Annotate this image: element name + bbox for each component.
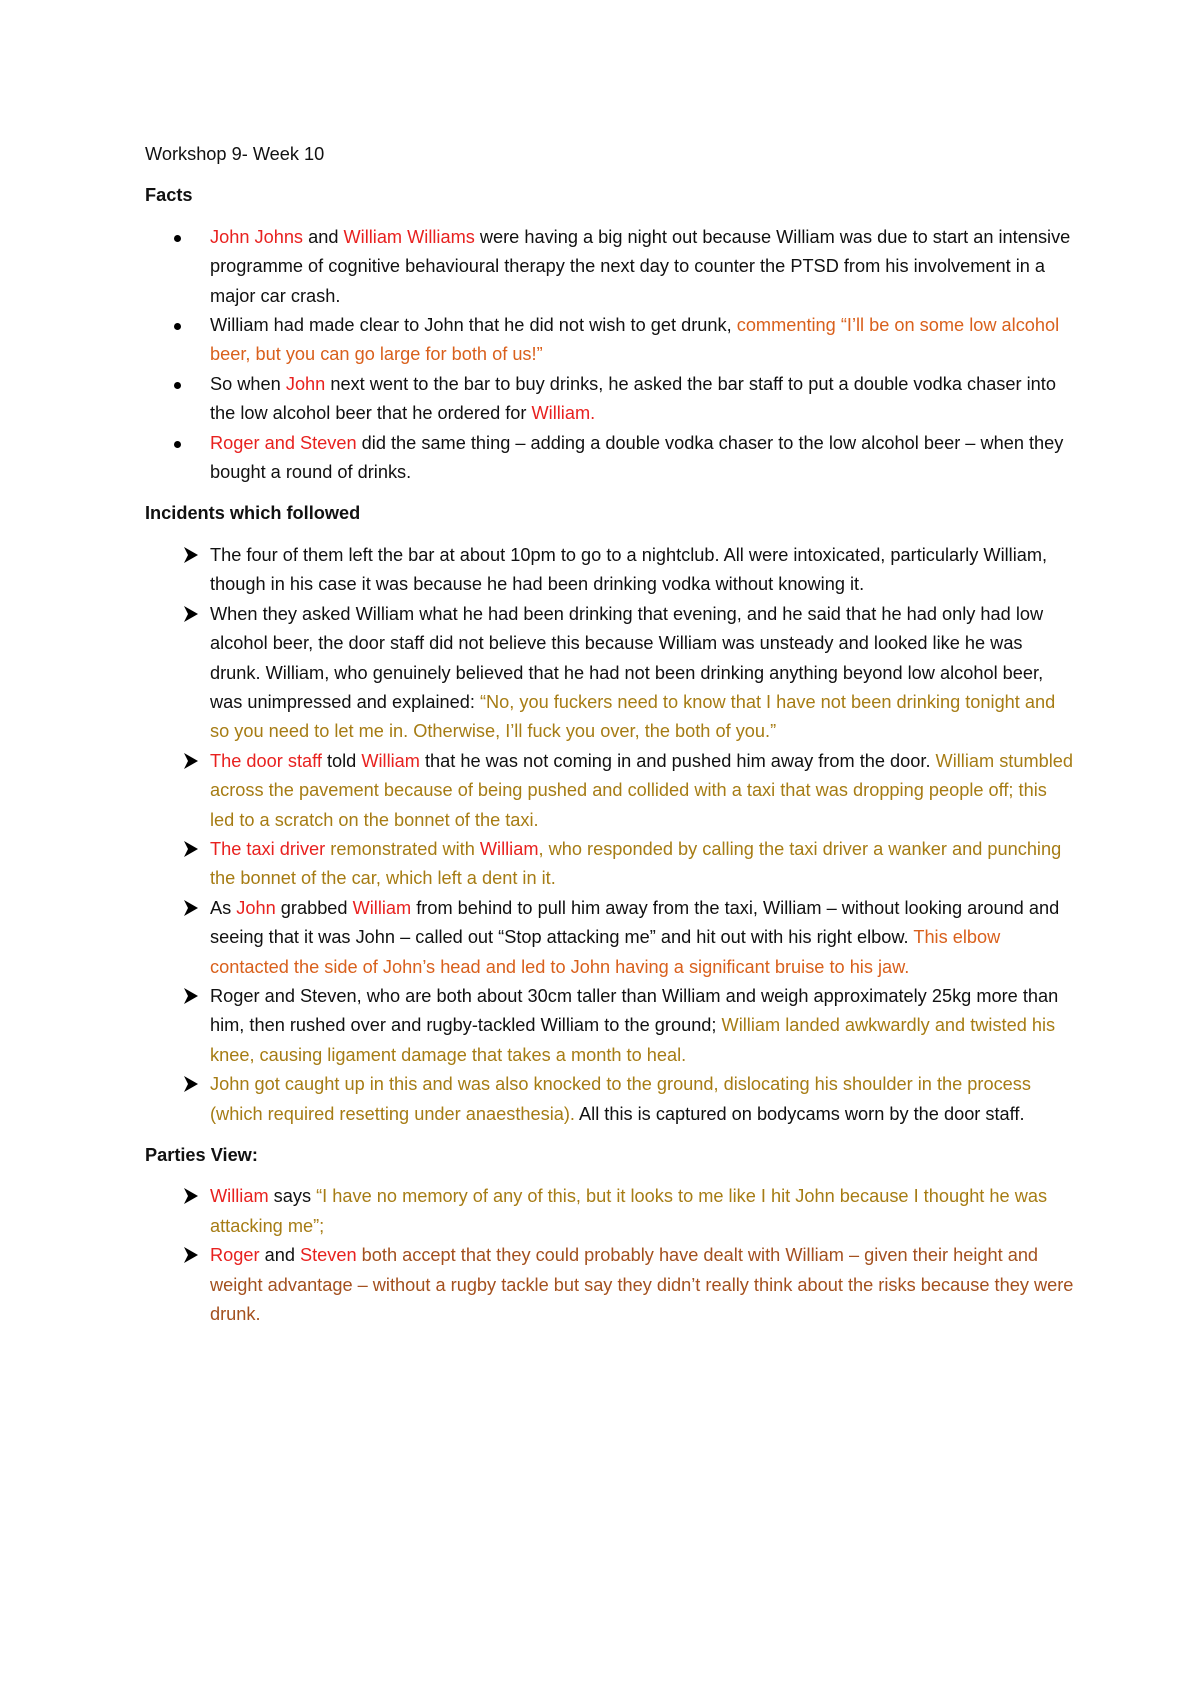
text-run: William — [479, 838, 539, 859]
text-run: did the same thing – adding a double vodka chaser to the low alcohol beer – when they bought a round of drinks. — [210, 432, 1064, 483]
text-run: grabbed — [275, 897, 353, 918]
text-run: William — [210, 1186, 269, 1207]
incidents-item — [145, 541, 1075, 600]
text-run: John — [236, 897, 276, 918]
text-run: The taxi driver — [210, 838, 326, 859]
text-run: William — [352, 897, 412, 918]
arrowhead-bullet-icon — [183, 1187, 199, 1205]
text-run: Steven — [300, 1245, 357, 1266]
text-run: and — [303, 226, 344, 247]
text-run: As — [210, 897, 237, 918]
document-page — [145, 140, 1075, 1341]
text-run: told — [321, 750, 362, 771]
arrowhead-bullet-icon — [183, 546, 199, 564]
facts-heading: Facts — [145, 185, 193, 206]
facts-item — [145, 370, 1075, 429]
facts-item — [145, 429, 1075, 488]
text-run: William had made clear to John that he did not wish to get drunk, — [210, 315, 737, 336]
text-run: William landed awkwardly and twisted his knee, causing ligament damage that takes a month to heal. — [210, 1015, 1056, 1065]
text-run: When they asked William what he had been drinking that evening, and he said that he had only had low alcohol beer, the door staff did not believe this because William was unsteady and looked like he was drunk. William, who genuinely believed that he had not been drinking anything beyond low alcohol beer, was unimpressed and explained: — [210, 603, 1044, 712]
incidents-item — [145, 982, 1075, 1070]
bullet-icon — [174, 235, 181, 242]
arrowhead-bullet-icon — [183, 605, 199, 623]
text-run: and — [259, 1245, 300, 1266]
text-run: both accept that they could probably have dealt with William – given their height and weight advantage – without a rugby tackle but say they didn’t really think about the risks because they were drunk. — [210, 1245, 1074, 1325]
text-run: commenting “I’ll be on some low alcohol beer, but you can go large for both of us!” — [210, 315, 1060, 365]
parties-item — [145, 1241, 1075, 1329]
text-run: remonstrated with — [325, 838, 480, 859]
text-run: Roger and Steven — [210, 432, 357, 453]
document-title: Workshop 9- Week 10 — [145, 144, 325, 164]
facts-item — [145, 311, 1075, 370]
text-run: Roger and Steven, who are both about 30cm taller than William and weigh approximately 25kg more than him, then rushed over and rugby-tackled William to the ground; — [210, 985, 1059, 1036]
arrowhead-bullet-icon — [183, 899, 199, 917]
text-run: “No, you fuckers need to know that I have not been drinking tonight and so you need to let me in. Otherwise, I’ll fuck you over, the both of you.” — [210, 691, 1056, 742]
facts-list — [145, 223, 1075, 488]
incidents-item — [145, 600, 1075, 747]
text-run: were having a big night out because William was due to start an intensive programme of cognitive behavioural therapy the next day to counter the PTSD from his involvement in a major car crash. — [210, 226, 1071, 306]
incidents-list — [145, 541, 1075, 1129]
incidents-item — [145, 835, 1075, 894]
arrowhead-bullet-icon — [183, 987, 199, 1005]
bullet-icon — [174, 382, 181, 389]
arrowhead-bullet-icon — [183, 1246, 199, 1264]
text-run: The door staff — [210, 750, 322, 771]
text-run: So when — [210, 373, 286, 394]
bullet-icon — [174, 441, 181, 448]
text-run: says — [268, 1186, 317, 1207]
text-run: This elbow contacted the side of John’s head and led to John having a significant bruise to his jaw. — [210, 927, 1001, 977]
arrowhead-bullet-icon — [183, 752, 199, 770]
parties-heading: Parties View: — [145, 1145, 258, 1165]
text-run: William. — [531, 403, 596, 424]
incidents-item — [145, 1070, 1075, 1129]
arrowhead-bullet-icon — [183, 1075, 199, 1093]
text-run: All this is captured on bodycams worn by the door staff. — [574, 1103, 1025, 1124]
text-run: William — [361, 750, 420, 771]
incidents-item — [145, 747, 1075, 835]
text-run: next went to the bar to buy drinks, he asked the bar staff to put a double vodka chaser into the low alcohol beer that he ordered for — [210, 373, 1056, 424]
bullet-icon — [174, 323, 181, 330]
text-run: Roger — [210, 1245, 260, 1266]
arrowhead-bullet-icon — [183, 840, 199, 858]
facts-item — [145, 223, 1075, 311]
parties-list — [145, 1182, 1075, 1329]
text-run: John Johns — [210, 226, 304, 247]
text-run: “I have no memory of any of this, but it looks to me like I hit John because I thought he was attacking me”; — [210, 1186, 1048, 1236]
text-run: that he was not coming in and pushed him away from the door. — [419, 750, 936, 771]
text-run: William Williams — [343, 226, 475, 247]
text-run: William stumbled across the pavement because of being pushed and collided with a taxi that was dropping people off; this led to a scratch on the bonnet of the taxi. — [210, 750, 1073, 830]
text-run: from behind to pull him away from the taxi, William – without looking around and seeing that it was John – called out “Stop attacking me” and hit out with his right elbow. — [210, 897, 1060, 948]
text-run: , who responded by calling the taxi driver a wanker and punching the bonnet of the car, which left a dent in it. — [210, 838, 1062, 889]
text-run: The four of them left the bar at about 10pm to go to a nightclub. All were intoxicated, particularly William, though in his case it was because he had been drinking vodka without knowing it. — [210, 544, 1048, 595]
text-run: John — [285, 373, 326, 394]
text-run: John got caught up in this and was also knocked to the ground, dislocating his shoulder in the process (which required resetting under anaesthesia). — [210, 1074, 1031, 1124]
incidents-heading: Incidents which followed — [145, 503, 361, 524]
parties-item — [145, 1182, 1075, 1241]
incidents-item — [145, 894, 1075, 982]
